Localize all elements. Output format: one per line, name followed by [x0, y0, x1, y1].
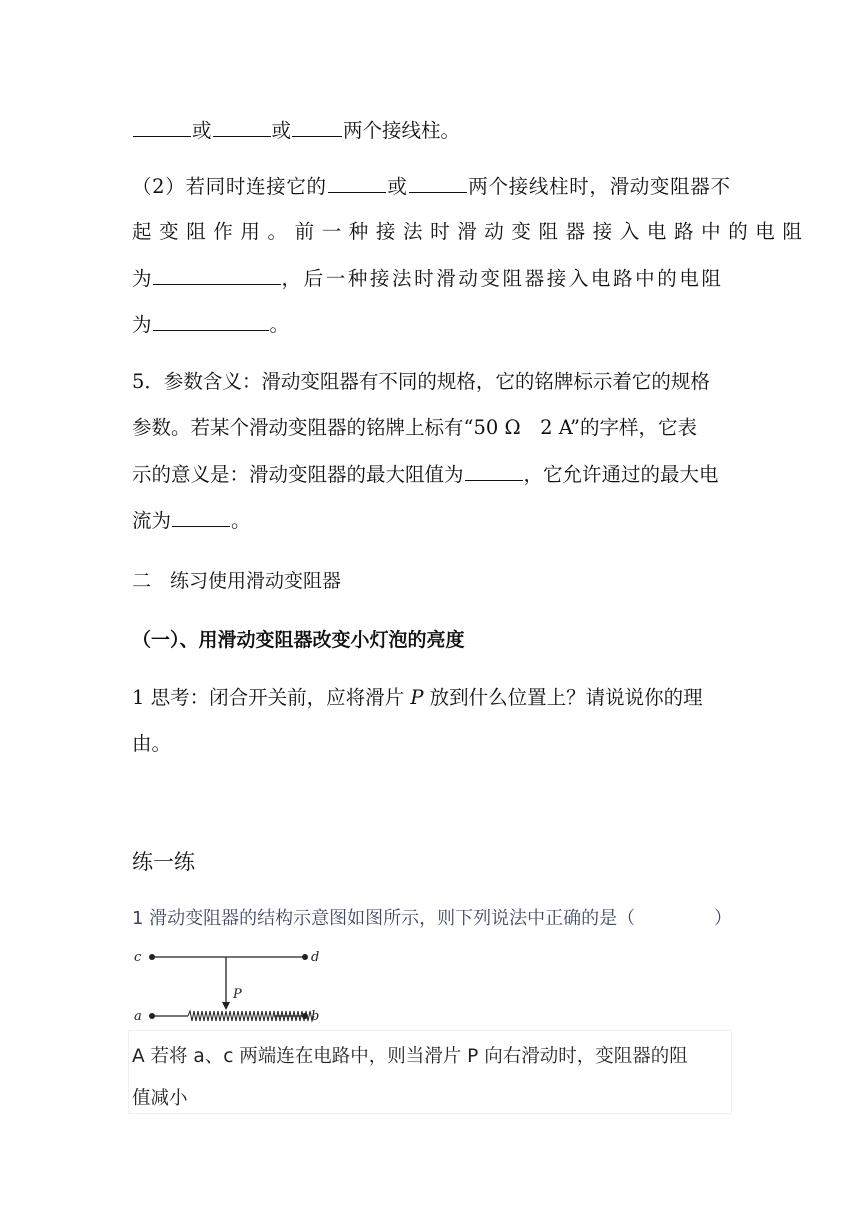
- rheostat-diagram: [130, 942, 330, 1032]
- para4-line5: 为 。: [132, 310, 730, 339]
- answer-blank[interactable]: [409, 172, 467, 193]
- think-question-line1: 1 思考：闭合开关前，应将滑片 P 放到什么位置上？请说说你的理: [132, 686, 703, 709]
- para4-line2: （2）若同时连接它的 或 两个接线柱时，滑动变阻器不: [132, 172, 730, 201]
- answer-blank[interactable]: [153, 264, 281, 285]
- option-a-line1[interactable]: A 若将 a、c 两端连在电路中，则当滑片 P 向右滑动时，变阻器的阻: [132, 1046, 688, 1067]
- section-title: 二 练习使用滑动变阻器: [132, 570, 342, 592]
- practice-title: 练一练: [132, 850, 195, 874]
- answer-blank[interactable]: [328, 172, 386, 193]
- terminal-b: [302, 1013, 308, 1019]
- para5-line1: 5．参数含义：滑动变阻器有不同的规格，它的铭牌标示着它的规格: [132, 370, 710, 393]
- para5-line3: 示的意义是：滑动变阻器的最大阻值为 ，它允许通过的最大电: [132, 460, 730, 489]
- answer-blank[interactable]: [172, 506, 230, 527]
- para4-line4: 为 ，后一种接法时滑动变阻器接入电路中的电阻: [132, 264, 730, 293]
- answer-blank[interactable]: [133, 116, 191, 137]
- answer-blank[interactable]: [292, 116, 342, 137]
- subsection-title: （一）、用滑动变阻器改变小灯泡的亮度: [132, 629, 465, 651]
- option-a-line2[interactable]: 值减小: [132, 1088, 188, 1109]
- question-1: 1 滑动变阻器的结构示意图如图所示，则下列说法中正确的是（ ）: [132, 908, 732, 929]
- answer-blank[interactable]: [465, 460, 523, 481]
- answer-blank[interactable]: [153, 310, 269, 331]
- para4-line1: 或 或 两个接线柱。: [132, 116, 730, 145]
- think-question-line2: 由。: [132, 732, 172, 755]
- terminal-d-label: d: [311, 950, 320, 965]
- terminal-d: [302, 954, 308, 960]
- para5-line4: 流为 。: [132, 506, 730, 535]
- terminal-a-label: a: [134, 1009, 142, 1024]
- slider-p-label: P: [233, 987, 242, 1002]
- terminal-b-label: b: [311, 1009, 320, 1024]
- terminal-c-label: c: [134, 950, 142, 965]
- para4-line3: 起变阻作用。前一种接法时滑动变阻器接入电路中的电阻: [132, 220, 810, 243]
- slider-arrow: [222, 1002, 230, 1010]
- answer-blank[interactable]: [213, 116, 271, 137]
- para5-line2: 参数。若某个滑动变阻器的铭牌上标有“50 Ω 2 A”的字样，它表: [132, 416, 697, 439]
